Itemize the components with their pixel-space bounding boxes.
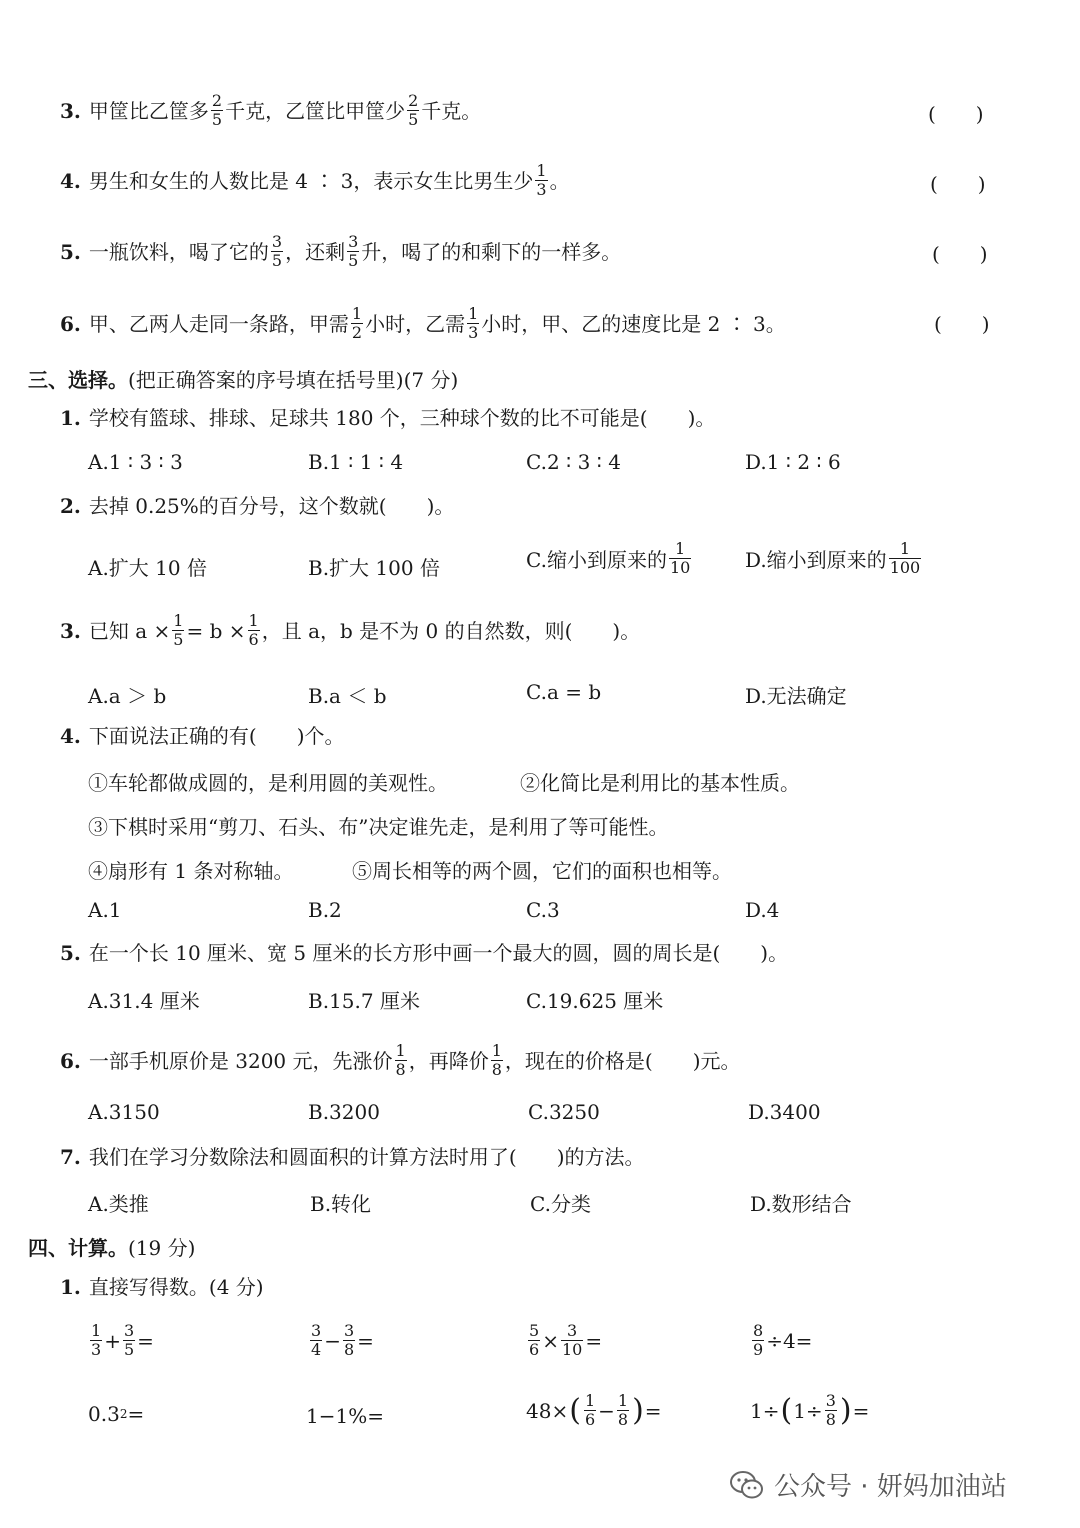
question-text: 学校有篮球、排球、足球共 180 个，三种球个数的比不可能是( )。 — [88, 406, 716, 430]
fraction — [310, 1322, 322, 1359]
question-text: 下面说法正确的有( )个。 — [88, 724, 345, 748]
equals: = — [585, 1328, 603, 1353]
fraction — [90, 1322, 102, 1359]
item-text: 小时，甲、乙的速度比是 2 ∶ 3。 — [481, 311, 786, 336]
option-d[interactable]: D.无法确定 — [745, 684, 847, 708]
question-text: 在一个长 10 厘米、宽 5 厘米的长方形中画一个最大的圆，圆的周长是( )。 — [88, 941, 789, 965]
question-text: ，再降价 — [408, 1048, 489, 1073]
denominator: 8 — [491, 1060, 502, 1079]
operator: − — [598, 1398, 615, 1423]
option-b[interactable]: B.扩大 100 倍 — [308, 556, 440, 580]
numerator: 3 — [311, 1321, 322, 1340]
denominator: 8 — [343, 1340, 355, 1359]
item-text: 甲筐比乙筐多 — [88, 98, 209, 123]
calc-expression-4 — [750, 1322, 812, 1359]
fraction — [535, 162, 547, 199]
choice-q6 — [60, 1042, 741, 1079]
numerator: 8 — [753, 1321, 764, 1340]
option-a[interactable]: A.类推 — [88, 1192, 149, 1216]
denominator: 3 — [91, 1340, 102, 1359]
item-number: 3. — [60, 618, 81, 643]
item-text: 千克，乙筐比甲筐少 — [225, 98, 406, 123]
denominator: 2 — [351, 323, 363, 342]
denominator: 10 — [561, 1340, 583, 1359]
denominator: 5 — [211, 110, 223, 129]
choice-q4 — [60, 724, 345, 748]
numerator: 1 — [536, 161, 547, 180]
numerator: 1 — [675, 539, 686, 558]
prefix: 48× — [526, 1398, 569, 1423]
numerator: 3 — [343, 1321, 355, 1340]
numerator: 1 — [899, 539, 911, 558]
fraction — [528, 1322, 540, 1359]
judge-item-5 — [60, 233, 621, 270]
denominator: 8 — [395, 1060, 406, 1079]
numerator: 5 — [529, 1321, 540, 1340]
judge-item-3 — [60, 92, 481, 129]
denominator: 3 — [468, 323, 479, 342]
calc-expression-3 — [526, 1322, 602, 1359]
right-paren: ) — [632, 1392, 644, 1428]
numerator: 1 — [91, 1321, 102, 1340]
fraction — [395, 1042, 407, 1079]
option-c[interactable]: C.分类 — [530, 1192, 591, 1216]
option-a[interactable]: A.1 ∶ 3 ∶ 3 — [88, 450, 183, 474]
calc-expression-7 — [526, 1392, 662, 1429]
denominator: 6 — [584, 1410, 596, 1429]
option-d[interactable]: D.1 ∶ 2 ∶ 6 — [745, 450, 841, 474]
choice-q5 — [60, 941, 788, 965]
section-title: 三、选择。 — [28, 368, 128, 392]
fraction — [561, 1322, 583, 1359]
question-text: ，现在的价格是( )元。 — [504, 1048, 741, 1073]
option-text: D.缩小到原来的 — [745, 548, 887, 572]
denominator: 5 — [173, 630, 184, 649]
fraction — [343, 1322, 355, 1359]
answer-blank[interactable]: ( ) — [934, 312, 990, 336]
option-d[interactable]: D.数形结合 — [750, 1192, 852, 1216]
statement-1: ①车轮都做成圆的，是利用圆的美观性。 — [88, 771, 448, 795]
numerator: 1 — [173, 611, 184, 630]
option-a[interactable]: A.扩大 10 倍 — [88, 556, 207, 580]
numerator: 2 — [211, 91, 223, 110]
section-four-heading — [28, 1232, 195, 1261]
fraction — [172, 612, 184, 649]
watermark-text: 公众号 · 妍妈加油站 — [774, 1472, 1007, 1502]
equals: = — [357, 1328, 374, 1353]
numerator: 1 — [491, 1041, 502, 1060]
choice-q3 — [60, 612, 640, 649]
option-c[interactable]: C.19.625 厘米 — [526, 989, 664, 1013]
option-text: C.缩小到原来的 — [526, 548, 667, 572]
fraction — [752, 1322, 764, 1359]
denominator: 5 — [348, 251, 359, 270]
calc-expression-5 — [88, 1402, 144, 1426]
item-text: 千克。 — [421, 98, 482, 123]
numerator: 1 — [351, 304, 363, 323]
fraction — [491, 1042, 503, 1079]
numerator: 3 — [271, 232, 283, 251]
item-number: 3. — [60, 98, 81, 123]
base: 0.3 — [88, 1402, 120, 1426]
operator: + — [104, 1328, 121, 1353]
denominator: 9 — [753, 1340, 764, 1359]
statement-5: ⑤周长相等的两个圆，它们的面积也相等。 — [352, 859, 732, 883]
answer-blank[interactable]: ( ) — [932, 242, 988, 266]
fraction — [407, 92, 419, 129]
option-b[interactable]: B.1 ∶ 1 ∶ 4 — [308, 450, 404, 474]
question-text: ，且 a，b 是不为 0 的自然数，则( )。 — [261, 618, 641, 643]
denominator: 100 — [889, 558, 921, 577]
item-number: 6. — [60, 1048, 81, 1073]
fraction — [347, 233, 359, 270]
calc-expression-1 — [88, 1322, 154, 1359]
item-number: 2. — [60, 494, 81, 518]
section-note: (19 分) — [128, 1236, 196, 1260]
item-number: 4. — [60, 168, 81, 193]
operator: − — [324, 1328, 341, 1353]
option-d[interactable]: D.4 — [745, 898, 780, 922]
choice-q2 — [60, 494, 454, 518]
item-text: ，还剩 — [285, 239, 346, 264]
item-number: 1. — [60, 406, 81, 430]
numerator: 1 — [395, 1041, 406, 1060]
fraction — [211, 92, 223, 129]
calc-expression-6: 1−1%= — [306, 1404, 384, 1428]
choice-q7 — [60, 1145, 645, 1169]
equals: = — [137, 1328, 154, 1353]
operator: × — [542, 1328, 559, 1353]
option-a[interactable]: A.31.4 厘米 — [88, 989, 200, 1013]
item-text: 升，喝了的和剩下的一样多。 — [361, 239, 622, 264]
denominator: 8 — [617, 1410, 629, 1429]
numerator: 3 — [567, 1321, 578, 1340]
section-note: (把正确答案的序号填在括号里)(7 分) — [128, 368, 459, 392]
fraction — [825, 1392, 837, 1429]
fraction — [467, 305, 479, 342]
numerator: 1 — [584, 1391, 596, 1410]
question-text: = b × — [186, 618, 246, 643]
numerator: 3 — [123, 1321, 135, 1340]
inner: 1÷ — [793, 1398, 823, 1423]
option-d[interactable]: D.3400 — [748, 1100, 821, 1124]
question-text: 去掉 0.25%的百分号，这个数就( )。 — [88, 494, 455, 518]
denominator: 6 — [529, 1340, 540, 1359]
right-paren: ) — [839, 1392, 852, 1428]
option-b[interactable]: B.15.7 厘米 — [308, 989, 420, 1013]
calc-expression-2 — [308, 1322, 374, 1359]
operator: ÷4= — [766, 1328, 813, 1353]
calc-expression-8 — [750, 1392, 869, 1429]
numerator: 2 — [408, 91, 419, 110]
watermark — [730, 1466, 1007, 1503]
fraction — [123, 1322, 135, 1359]
left-paren: ( — [780, 1392, 793, 1428]
judge-item-6 — [60, 305, 786, 342]
numerator: 1 — [617, 1391, 629, 1410]
option-c[interactable]: C.a = b — [526, 680, 602, 704]
option-b[interactable]: B.a ＜ b — [308, 684, 387, 708]
option-c[interactable]: C.2 ∶ 3 ∶ 4 — [526, 450, 621, 474]
option-c[interactable] — [526, 540, 693, 577]
question-text: 已知 a × — [88, 618, 171, 643]
item-number: 6. — [60, 311, 81, 336]
denominator: 5 — [123, 1340, 135, 1359]
item-number: 5. — [60, 941, 81, 965]
item-number: 5. — [60, 239, 81, 264]
option-c[interactable]: C.3250 — [528, 1100, 600, 1124]
option-b[interactable]: B.3200 — [308, 1100, 380, 1124]
calc-q1 — [60, 1275, 264, 1299]
denominator: 8 — [825, 1410, 836, 1429]
numerator: 1 — [248, 611, 259, 630]
question-text: 直接写得数。(4 分) — [88, 1275, 264, 1299]
option-a[interactable]: A.a ＞ b — [88, 684, 167, 708]
equals: = — [852, 1398, 870, 1423]
exponent: 2 — [119, 1407, 128, 1421]
answer-blank[interactable]: ( ) — [930, 172, 986, 196]
denominator: 3 — [536, 180, 547, 199]
numerator: 3 — [825, 1391, 836, 1410]
question-text: 我们在学习分数除法和圆面积的计算方法时用了( )的方法。 — [88, 1145, 645, 1169]
equals: = — [644, 1398, 662, 1423]
statement-2: ②化简比是利用比的基本性质。 — [520, 771, 800, 795]
question-text: 一部手机原价是 3200 元，先涨价 — [88, 1048, 393, 1073]
item-text: 小时，乙需 — [365, 311, 466, 336]
denominator: 5 — [271, 251, 283, 270]
option-b[interactable]: B.2 — [308, 898, 342, 922]
fraction — [271, 233, 283, 270]
option-b[interactable]: B.转化 — [310, 1192, 372, 1216]
wechat-icon — [730, 1470, 764, 1500]
denominator: 10 — [669, 558, 691, 577]
fraction — [584, 1392, 596, 1429]
item-text: 一瓶饮料，喝了它的 — [88, 239, 269, 264]
section-title: 四、计算。 — [28, 1236, 128, 1260]
denominator: 5 — [408, 110, 419, 129]
item-text: 甲、乙两人走同一条路，甲需 — [88, 311, 349, 336]
item-number: 1. — [60, 1275, 81, 1299]
fraction — [617, 1392, 629, 1429]
answer-blank[interactable]: ( ) — [928, 102, 984, 126]
numerator: 3 — [348, 232, 359, 251]
option-a[interactable]: A.3150 — [88, 1100, 160, 1124]
option-a[interactable]: A.1 — [88, 898, 122, 922]
left-paren: ( — [569, 1392, 581, 1428]
denominator: 6 — [248, 630, 259, 649]
judge-item-4 — [60, 162, 570, 199]
option-d[interactable] — [745, 540, 923, 577]
numerator: 1 — [468, 304, 479, 323]
option-c[interactable]: C.3 — [526, 898, 560, 922]
fraction — [248, 612, 260, 649]
item-number: 4. — [60, 724, 81, 748]
fraction — [669, 540, 691, 577]
denominator: 4 — [311, 1340, 322, 1359]
prefix: 1÷ — [750, 1398, 780, 1423]
item-number: 7. — [60, 1145, 81, 1169]
equals: = — [127, 1402, 145, 1426]
fraction — [889, 540, 922, 577]
fraction — [351, 305, 363, 342]
item-text: 。 — [549, 168, 570, 193]
choice-q1 — [60, 406, 715, 430]
item-text: 男生和女生的人数比是 4 ∶ 3，表示女生比男生少 — [88, 168, 534, 193]
statement-4: ④扇形有 1 条对称轴。 — [88, 859, 294, 883]
statement-3: ③下棋时采用“剪刀、石头、布”决定谁先走，是利用了等可能性。 — [88, 815, 669, 839]
section-three-heading — [28, 364, 458, 393]
